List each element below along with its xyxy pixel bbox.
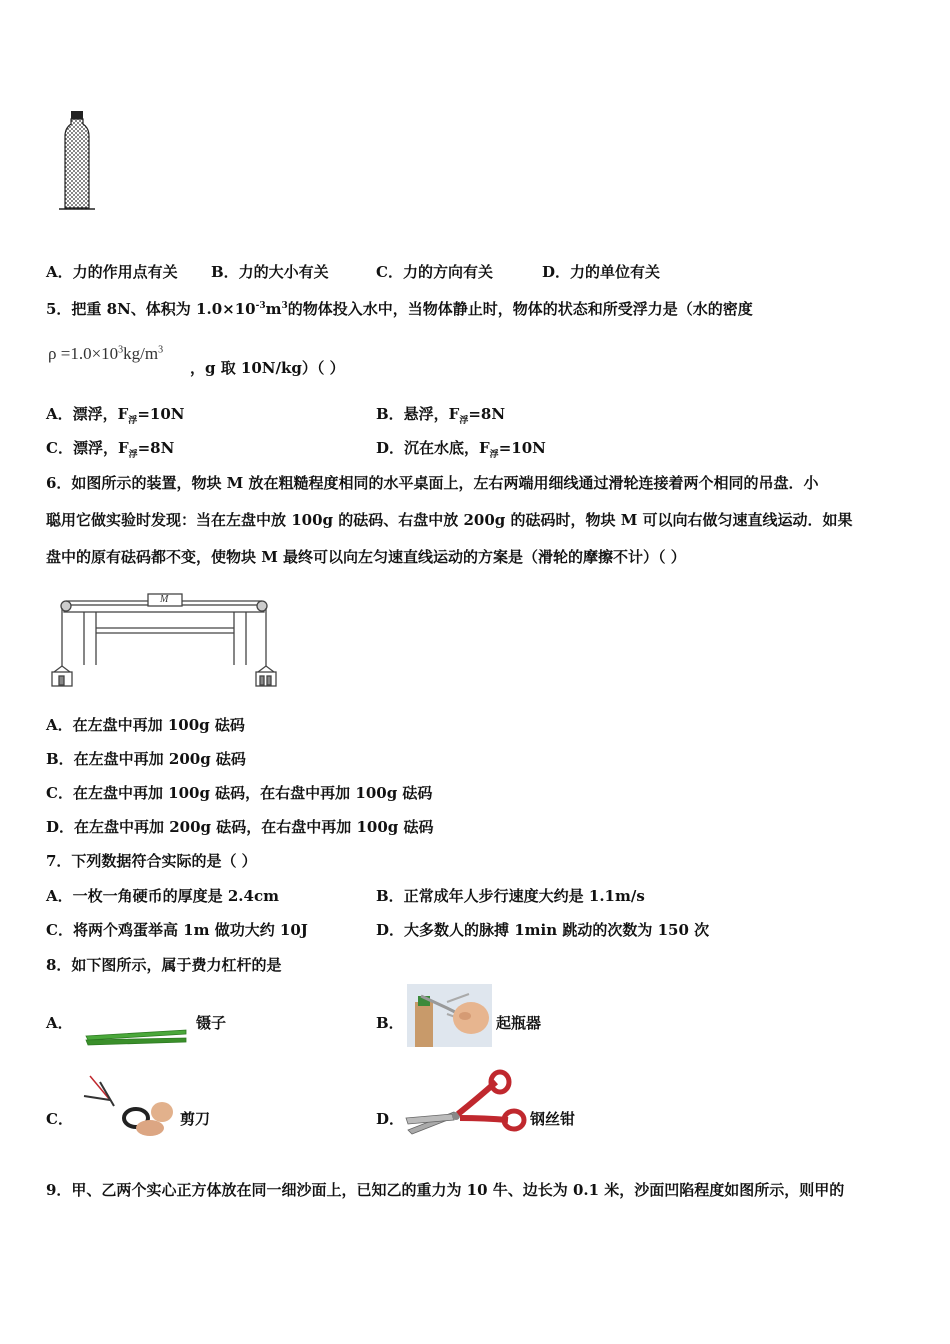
bottle-figure bbox=[55, 108, 100, 216]
pliers-image bbox=[404, 1068, 530, 1140]
q8-option-a-label: 镊子 bbox=[196, 1014, 227, 1032]
q6-stem-line2: 聪用它做实验时发现：当在左盘中放 100g 的砝码、右盘中放 200g 的砝码时，物块 M 可以向右做匀速直线运动．如果 bbox=[46, 511, 853, 529]
q8-option-d-label: 钢丝钳 bbox=[530, 1110, 576, 1128]
bottle-opener-image bbox=[407, 984, 492, 1047]
q7-option-a: A．一枚一角硬币的厚度是 2.4cm bbox=[46, 887, 279, 905]
q6-option-d: D．在左盘中再加 200g 砝码，在右盘中再加 100g 砝码 bbox=[46, 818, 434, 836]
q8-stem: 8．如下图所示，属于费力杠杆的是 bbox=[46, 956, 282, 974]
q7-option-c: C．将两个鸡蛋举高 1m 做功大约 10J bbox=[46, 921, 308, 939]
q5-density-formula: $\rho =1.0\times 10^3kg/m^3$ bbox=[48, 344, 164, 363]
q8-option-c-label: 剪刀 bbox=[180, 1110, 211, 1128]
q6-stem-line1: 6．如图所示的装置，物块 M 放在粗糙程度相同的水平桌面上，左右两端用细线通过滑轮连接着两个相同的吊盘．小 bbox=[46, 474, 819, 492]
q6-option-b: B．在左盘中再加 200g 砝码 bbox=[46, 750, 246, 768]
q5-option-a: A．漂浮，$F_浮=10N$ bbox=[46, 405, 185, 426]
q4-option-a: A．力的作用点有关 bbox=[46, 263, 178, 281]
q7-option-d: D．大多数人的脉搏 1min 跳动的次数为 150 次 bbox=[376, 921, 710, 939]
q7-stem: 7．下列数据符合实际的是（ ） bbox=[46, 852, 257, 870]
scissors-image bbox=[80, 1072, 180, 1140]
q4-option-b: B．力的大小有关 bbox=[211, 263, 329, 281]
q8-option-b-label: 起瓶器 bbox=[496, 1014, 542, 1032]
block-m-label: M bbox=[160, 594, 169, 605]
q4-option-d: D．力的单位有关 bbox=[542, 263, 661, 281]
q6-option-c: C．在左盘中再加 100g 砝码，在右盘中再加 100g 砝码 bbox=[46, 784, 433, 802]
q6-stem-line3: 盘中的原有砝码都不变，使物块 M 最终可以向左匀速直线运动的方案是（滑轮的摩擦不计）（ ） bbox=[46, 548, 686, 566]
q5-option-c: C．漂浮，$F_浮=8N$ bbox=[46, 439, 175, 460]
q8-option-d-letter: D． bbox=[376, 1110, 405, 1128]
pulley-table-figure bbox=[48, 590, 284, 692]
q9-stem-line1: 9．甲、乙两个实心正方体放在同一细沙面上，已知乙的重力为 10 牛、边长为 0.1 米，沙面凹陷程度如图所示，则甲的 bbox=[46, 1181, 845, 1199]
q7-option-b: B．正常成年人步行速度大约是 1.1m/s bbox=[376, 887, 645, 905]
q4-option-c: C．力的方向有关 bbox=[376, 263, 493, 281]
q5-option-d: D．沉在水底，$F_浮=10N$ bbox=[376, 439, 546, 460]
q8-option-b-letter: B． bbox=[376, 1014, 404, 1032]
q8-option-a-letter: A． bbox=[46, 1014, 73, 1032]
q8-option-c-letter: C． bbox=[46, 1110, 73, 1128]
q5-stem-tail: ，g 取 10N/kg）（ ） bbox=[190, 359, 345, 377]
tweezers-image bbox=[82, 1024, 190, 1050]
q5-stem: 5．把重 8N、体积为 $1.0\times 10^{-3}m^3$的物体投入水中，当物体静止时，物体的状态和所受浮力是（水的密度 bbox=[46, 300, 753, 318]
q5-option-b: B．悬浮，$F_浮=8N$ bbox=[376, 405, 506, 426]
q6-option-a: A．在左盘中再加 100g 砝码 bbox=[46, 716, 245, 734]
